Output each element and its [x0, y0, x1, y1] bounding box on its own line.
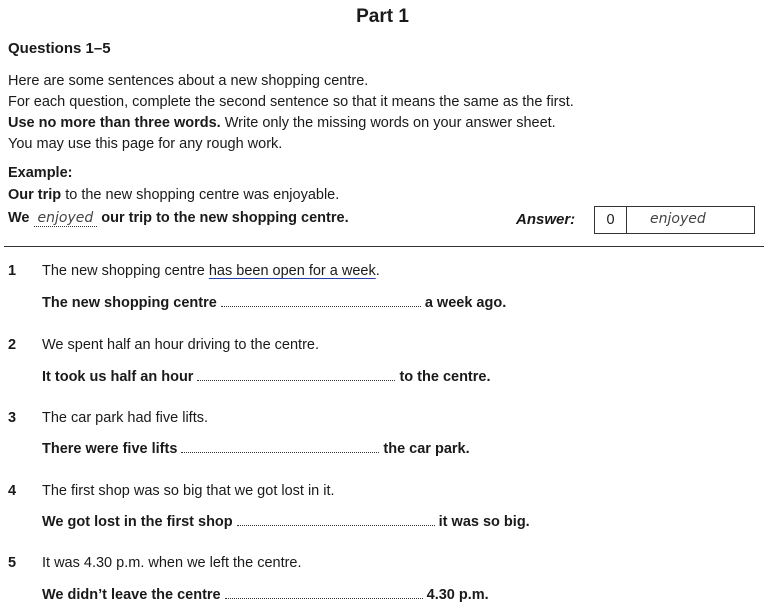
questions-heading: Questions 1–5 — [8, 40, 111, 57]
example-transformation — [8, 210, 349, 227]
question-number: 1 — [8, 263, 17, 279]
instruction-line-3-rest: Write only the missing words on your answer sheet. — [220, 115, 556, 131]
answer-word: enjoyed — [650, 211, 706, 227]
question-number: 5 — [8, 555, 17, 571]
page-title: Part 1 — [356, 6, 409, 27]
question-sentence: The car park had five lifts. — [42, 410, 209, 426]
transformation-before: We got lost in the first shop — [42, 514, 233, 530]
question-transformation — [42, 369, 491, 385]
answer-label: Answer: — [516, 211, 576, 228]
answer-blank[interactable] — [181, 451, 379, 453]
example-original-bold: Our trip — [8, 187, 62, 203]
instruction-line-4: You may use this page for any rough work. — [8, 136, 283, 152]
instruction-emphasis: Use no more than three words. — [8, 115, 221, 131]
transformation-after: a week ago. — [424, 295, 507, 311]
answer-blank[interactable] — [221, 305, 421, 307]
transformation-before: The new shopping centre — [42, 295, 217, 311]
transformation-before: There were five lifts — [42, 441, 178, 457]
example-handwritten-answer: enjoyed — [34, 210, 98, 227]
answer-blank[interactable] — [225, 597, 423, 599]
example-original-rest: to the new shopping centre was enjoyable. — [61, 187, 340, 203]
question-sentence — [42, 263, 380, 279]
question-number: 3 — [8, 410, 17, 426]
transformation-before: We didn’t leave the centre — [42, 587, 221, 603]
question-transformation — [42, 441, 470, 457]
underlined-phrase: has been open for a week — [208, 263, 376, 279]
transformation-after: 4.30 p.m. — [426, 587, 489, 603]
question-transformation — [42, 295, 506, 311]
section-divider — [4, 246, 764, 247]
answer-blank[interactable] — [237, 524, 435, 526]
question-sentence: It was 4.30 p.m. when we left the centre. — [42, 555, 302, 571]
transformation-after: to the centre. — [399, 369, 491, 385]
transformation-after: the car park. — [383, 441, 470, 457]
sentence-end: . — [375, 263, 380, 279]
question-sentence: The first shop was so big that we got lost in it. — [42, 483, 335, 499]
example-original — [8, 187, 339, 203]
question-transformation — [42, 514, 530, 530]
answer-number: 0 — [595, 207, 627, 233]
example-trans-start: We — [8, 210, 30, 226]
question-transformation — [42, 587, 489, 603]
question-number: 2 — [8, 337, 17, 353]
instruction-line-1: Here are some sentences about a new shopping centre. — [8, 73, 369, 89]
transformation-before: It took us half an hour — [42, 369, 194, 385]
instruction-line-3 — [8, 115, 556, 131]
answer-blank[interactable] — [197, 379, 395, 381]
example-answer-box — [594, 206, 755, 234]
question-number: 4 — [8, 483, 17, 499]
example-trans-end: our trip to the new shopping centre. — [101, 210, 349, 226]
transformation-after: it was so big. — [438, 514, 530, 530]
question-sentence: We spent half an hour driving to the centre. — [42, 337, 320, 353]
example-label: Example: — [8, 165, 73, 181]
instruction-line-2: For each question, complete the second sentence so that it means the same as the first. — [8, 94, 574, 110]
sentence-start: The new shopping centre — [42, 263, 209, 279]
